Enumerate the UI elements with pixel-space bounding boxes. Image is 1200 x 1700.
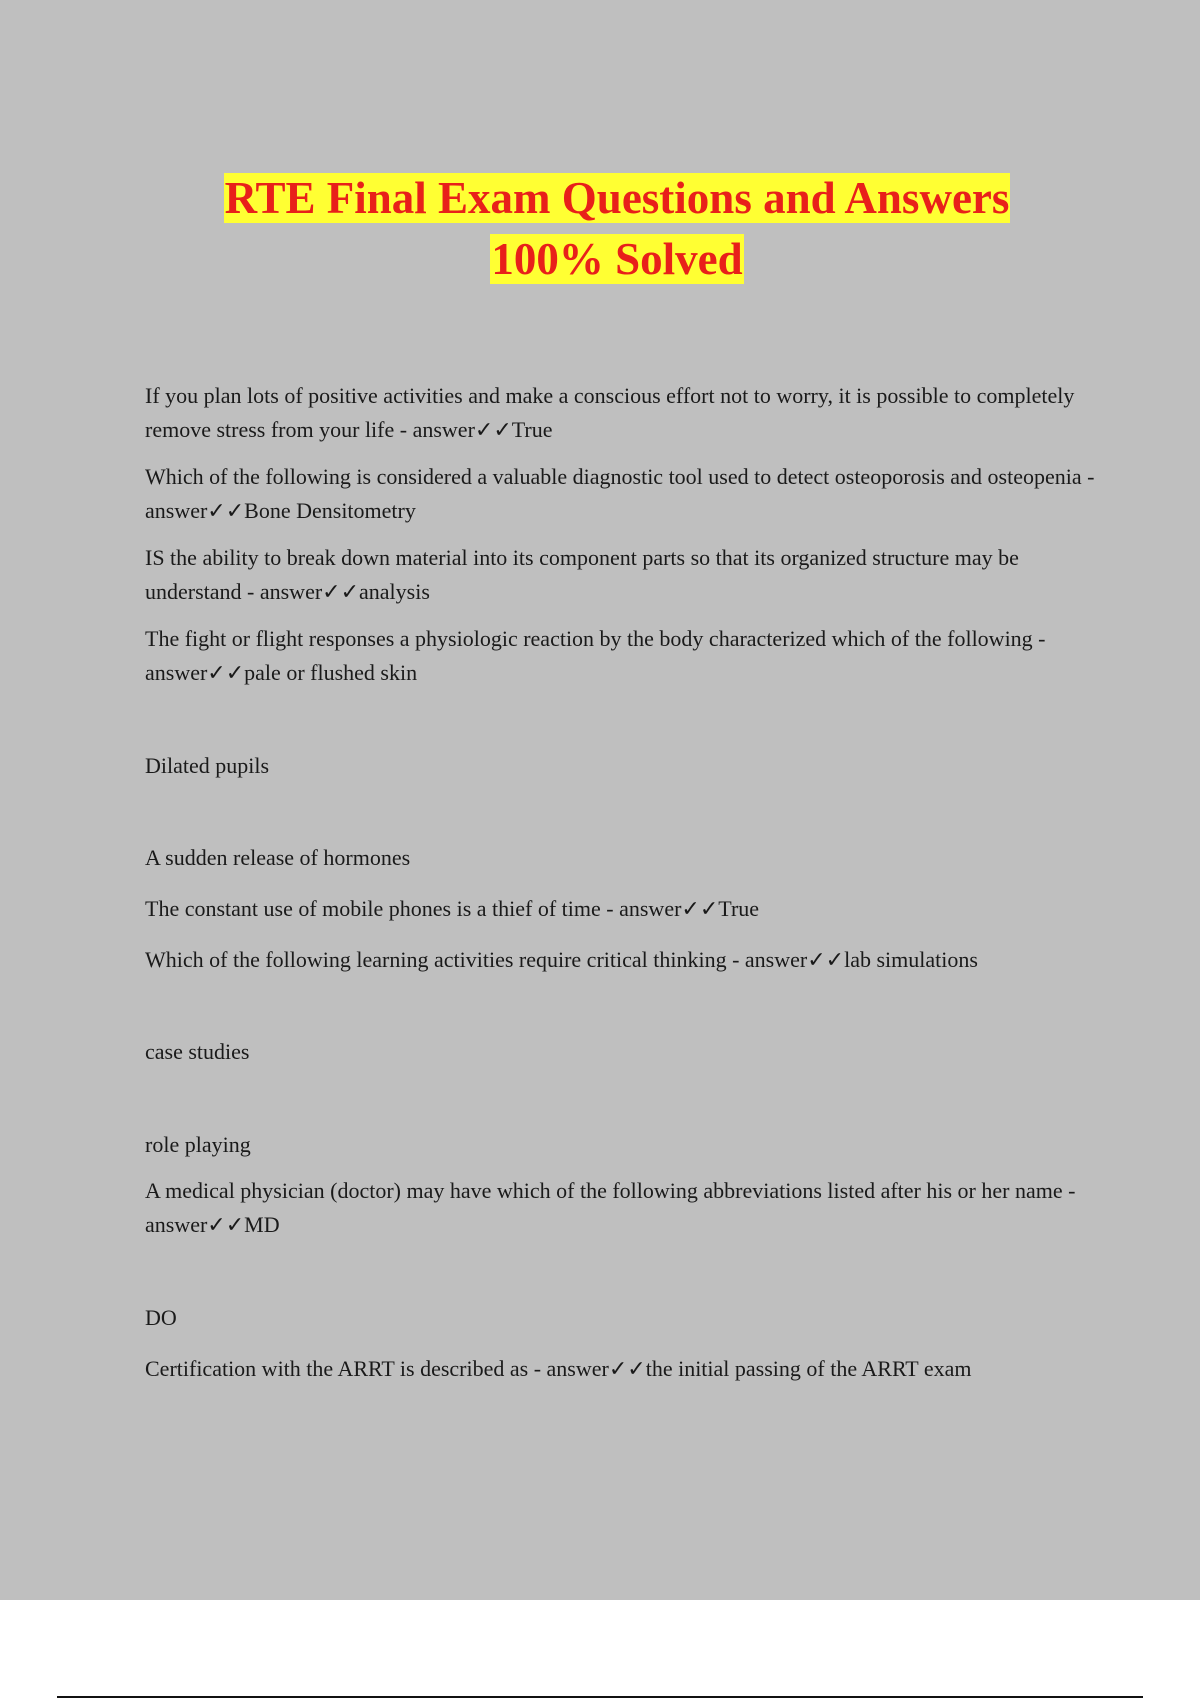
qa-item: case studies — [145, 1039, 250, 1064]
qa-item: A medical physician (doctor) may have which of the following abbreviations listed after his or her name - answer✓✓MD — [145, 1178, 1076, 1237]
qa-item: IS the ability to break down material into its component parts so that its organized structure may be understand - answer✓✓analysis — [145, 545, 1019, 604]
qa-item: role playing — [145, 1132, 251, 1157]
qa-item: DO — [145, 1305, 177, 1330]
title-line-2: 100% Solved — [491, 234, 743, 284]
qa-item: Dilated pupils — [145, 753, 270, 778]
qa-item: The constant use of mobile phones is a thief of time - answer✓✓True — [145, 896, 760, 921]
qa-item: If you plan lots of positive activities and make a conscious effort not to worry, it is possible to completely remove stress from your life - answer✓✓True — [145, 383, 1075, 442]
qa-item: A sudden release of hormones — [145, 845, 411, 870]
document-title — [0, 168, 1200, 290]
qa-item: Which of the following is considered a valuable diagnostic tool used to detect osteoporosis and osteopenia - answer✓✓Bone Densitometry — [145, 464, 1095, 523]
footer-divider — [57, 1696, 1143, 1698]
qa-item: Certification with the ARRT is described as - answer✓✓the initial passing of the ARRT exam — [145, 1356, 972, 1381]
qa-item: Which of the following learning activities require critical thinking - answer✓✓lab simulations — [145, 947, 978, 972]
title-line-1: RTE Final Exam Questions and Answers — [224, 173, 1010, 223]
qa-item: The fight or flight responses a physiologic reaction by the body characterized which of the following - answer✓✓pale or flushed skin — [145, 626, 1046, 685]
